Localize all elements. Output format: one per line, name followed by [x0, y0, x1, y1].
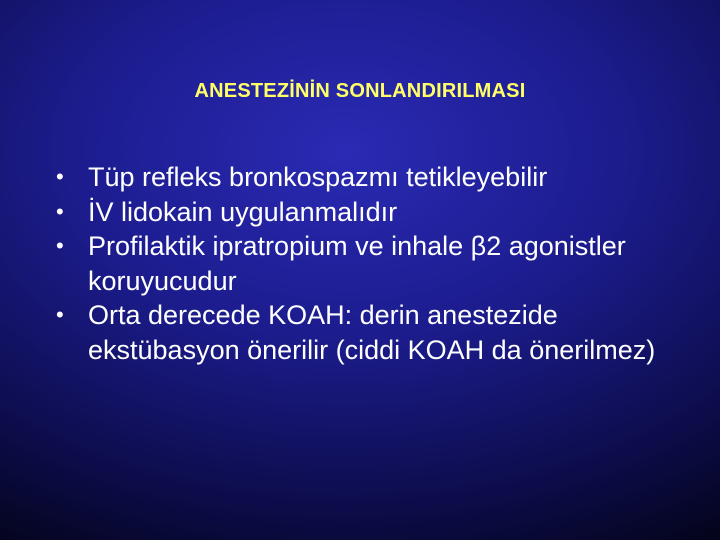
bullet-list	[54, 160, 694, 367]
bullet-dot-icon: •	[56, 302, 64, 327]
bullet-item-prophylactic	[54, 229, 694, 298]
bullet-dot-icon: •	[56, 198, 64, 224]
bullet-text: Orta derecede KOAH: derin anestezide ekstübasyon önerilir (ciddi KOAH da önerilmez)	[88, 300, 656, 365]
slide-title: ANESTEZİNİN SONLANDIRILMASI	[194, 80, 526, 102]
bullet-item-copd	[54, 298, 694, 367]
bullet-dot-icon: •	[56, 164, 64, 189]
bullet-item-iv-lidocaine	[54, 195, 694, 230]
bullet-text: Profilaktik ipratropium ve inhale β2 agonistler koruyucudur	[88, 231, 626, 296]
bullet-dot-icon: •	[56, 233, 64, 258]
bullet-item-tube-reflex	[54, 160, 694, 195]
bullet-text: Tüp refleks bronkospazmı tetikleyebilir	[88, 162, 548, 192]
bullet-text: İV lidokain uygulanmalıdır	[88, 196, 398, 227]
